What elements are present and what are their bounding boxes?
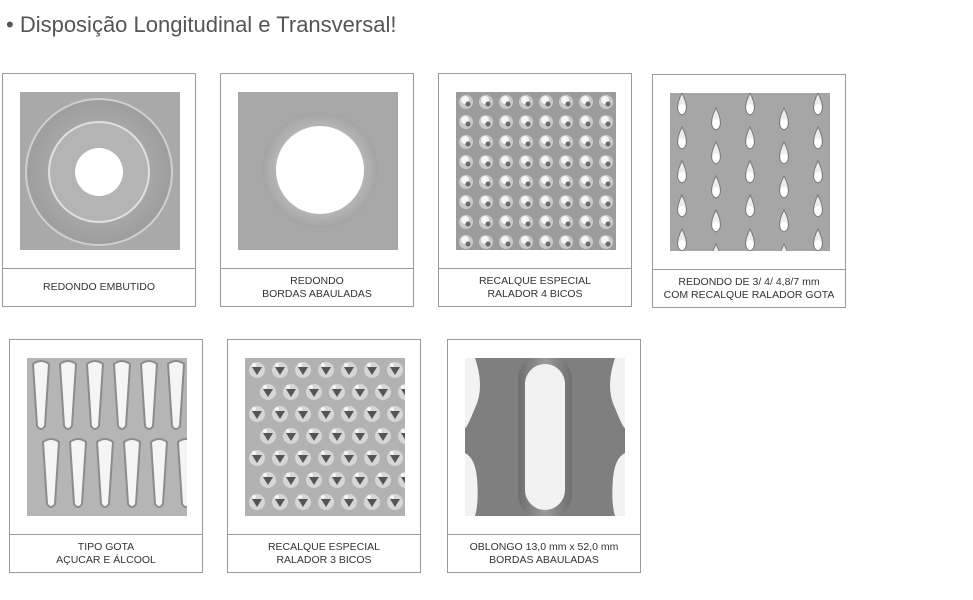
product-card-oblongo[interactable] [447,339,641,573]
caption-line-1: REDONDO DE 3/ 4/ 4,8/7 mm [678,275,820,288]
caption-line-1: REDONDO EMBUTIDO [42,281,155,293]
card-caption [653,270,845,307]
caption-line-1: RECALQUE ESPECIAL [478,274,592,287]
caption-line-2: RALADOR 3 BICOS [276,553,372,566]
redondo-embutido-image [3,74,195,269]
caption-line-2: BORDAS ABAULADAS [489,553,599,566]
ralador-4-bicos-image [439,74,631,269]
page-heading: • Disposição Longitudinal e Transversal! [6,12,397,37]
caption-line-1: REDONDO [290,274,344,287]
card-caption [228,535,420,572]
caption-line-1: RECALQUE ESPECIAL [267,540,381,553]
product-card-redondo-bordas[interactable] [220,73,414,307]
card-caption [10,535,202,572]
redondo-bordas-image [221,74,413,269]
product-card-ralador-gota[interactable] [652,74,846,308]
oblongo-image [448,340,640,535]
caption-line-1: TIPO GOTA [77,540,135,553]
caption-line-1: OBLONGO 13,0 mm x 52,0 mm [469,540,619,553]
caption-line-2: RALADOR 4 BICOS [487,287,583,300]
card-caption [3,269,195,306]
tipo-gota-image [10,340,202,535]
card-caption [221,269,413,306]
product-card-ralador-4-bicos[interactable] [438,73,632,307]
ralador-3-bicos-image [228,340,420,535]
caption-line-2: COM RECALQUE RALADOR GOTA [663,288,835,301]
product-card-ralador-3-bicos[interactable] [227,339,421,573]
product-card-tipo-gota[interactable] [9,339,203,573]
ralador-gota-image [653,75,845,270]
card-caption [448,535,640,572]
product-card-redondo-embutido[interactable] [2,73,196,307]
card-caption [439,269,631,306]
caption-line-2: BORDAS ABAULADAS [262,287,372,300]
caption-line-2: AÇUCAR E ÁLCOOL [56,553,156,566]
